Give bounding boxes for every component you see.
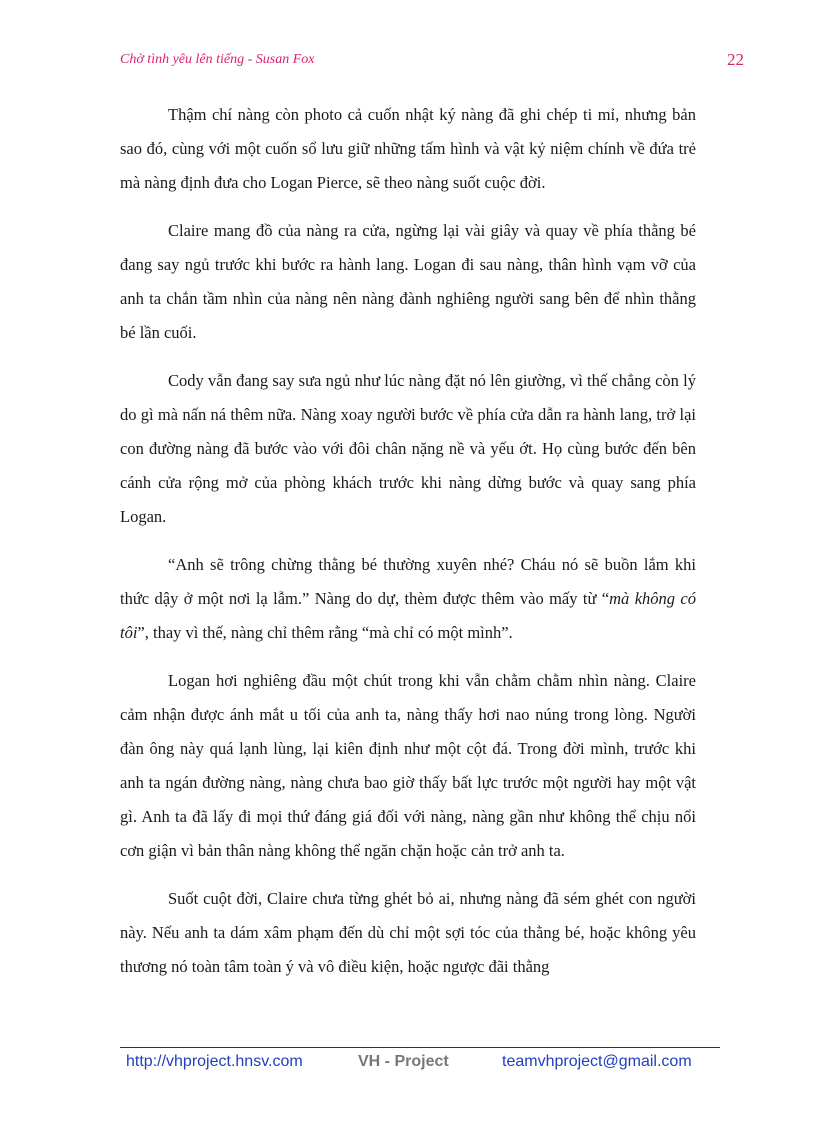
- page-header: [120, 52, 744, 74]
- paragraph: [120, 214, 696, 350]
- footer-website-link[interactable]: http://vhproject.hnsv.com: [126, 1053, 303, 1070]
- footer-project-name: VH - Project: [358, 1053, 449, 1070]
- paragraph-text: Claire mang đồ của nàng ra cửa, ngừng lại vài giây và quay về phía thằng bé đang say ngủ trước khi bước ra hành lang. Logan đi sau nàng, thân hình vạm vỡ của anh ta chắn tầm nhìn của nàng nên nàng đành nghiêng người sang bên để nhìn thằng bé lần cuối.: [120, 221, 696, 342]
- paragraph-text: Logan hơi nghiêng đầu một chút trong khi vẫn chằm chằm nhìn nàng. Claire cảm nhận được ánh mắt u tối của anh ta, nàng thấy hơi nao núng trong lòng. Người đàn ông này quá lạnh lùng, lại kiên định như một cột đá. Trong đời mình, trước khi anh ta ngán đường nàng, nàng chưa bao giờ thấy bất lực trước một người hay một vật gì. Anh ta đã lấy đi mọi thứ đáng giá đối với nàng, nàng gần như không thể chịu nổi cơn giận vì bản thân nàng không thể ngăn chặn hoặc cản trở anh ta.: [120, 671, 696, 860]
- body-text: [120, 98, 696, 984]
- paragraph: [120, 548, 696, 650]
- paragraph-text: Cody vẫn đang say sưa ngủ như lúc nàng đặt nó lên giường, vì thế chẳng còn lý do gì mà nấn ná thêm nữa. Nàng xoay người bước về phía cửa dẫn ra hành lang, trở lại con đường nàng đã bước vào với đôi chân nặng nề và yếu ớt. Họ cùng bước đến bên cánh cửa rộng mở của phòng khách trước khi nàng dừng bước và quay sang phía Logan.: [120, 371, 696, 526]
- page-footer: [120, 1053, 720, 1075]
- paragraph-text: Thậm chí nàng còn photo cả cuốn nhật ký nàng đã ghi chép ti mỉ, nhưng bản sao đó, cùng với một cuốn sổ lưu giữ những tấm hình và vật kỷ niệm chính về đứa trẻ mà nàng định đưa cho Logan Pierce, sẽ theo nàng suốt cuộc đời.: [120, 105, 696, 192]
- paragraph: [120, 364, 696, 534]
- paragraph: [120, 664, 696, 868]
- italic-phrase: mà không có tôi: [120, 589, 696, 642]
- footer-divider: [120, 1047, 720, 1048]
- paragraph-text: Suốt cuột đời, Claire chưa từng ghét bỏ ai, nhưng nàng đã sém ghét con người này. Nếu anh ta dám xâm phạm đến dù chỉ một sợi tóc của thằng bé, hoặc không yêu thương nó toàn tâm toàn ý và vô điều kiện, hoặc ngược đãi thằng: [120, 889, 696, 976]
- footer-email-link[interactable]: teamvhproject@gmail.com: [502, 1053, 692, 1070]
- page-number: 22: [727, 50, 744, 69]
- paragraph: [120, 98, 696, 200]
- paragraph: [120, 882, 696, 984]
- paragraph-text: ”, thay vì thế, nàng chỉ thêm rằng “mà chỉ có một mình”.: [137, 623, 513, 642]
- book-title: Chờ tình yêu lên tiếng - Susan Fox: [120, 52, 315, 67]
- paragraph-text: “Anh sẽ trông chừng thằng bé thường xuyên nhé? Cháu nó sẽ buồn lắm khi thức dậy ở một nơi lạ lẫm.” Nàng do dự, thèm được thêm vào mấy từ “: [120, 555, 696, 608]
